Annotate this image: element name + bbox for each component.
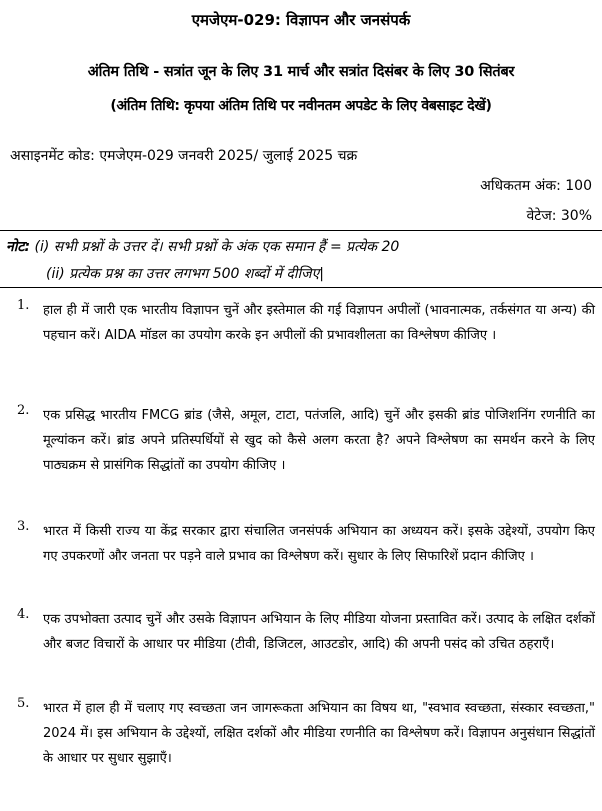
question-number: 3. <box>17 519 30 534</box>
question-2 <box>17 403 595 478</box>
max-marks: अधिकतम अंक: 100 <box>480 178 592 194</box>
question-text: एक प्रसिद्ध भारतीय FMCG ब्रांड (जैसे, अमूल, टाटा, पतंजलि, आदि) चुनें और इसकी ब्रांड पोजिशनिंग रणनीति का मूल्यांकन करें। ब्रांड अपने प्रतिस्पर्धियों से खुद को कैसे अलग करता है? अपने विश्लेषण का समर्थन करने के लिए पाठ्यक्रम से प्रासंगिक सिद्धांतों का उपयोग कीजिए । <box>43 408 595 473</box>
weightage: वेटेज: 30% <box>526 208 592 224</box>
note-line-2: (ii) प्रत्येक प्रश्न का उत्तर लगभग 500 शब्दों में दीजिए| <box>46 266 324 282</box>
note-label: नोट: <box>6 239 31 255</box>
document-title: एमजेएम-029: विज्ञापन और जनसंपर्क <box>191 11 411 29</box>
note-top-rule <box>0 230 602 231</box>
assignment-code: असाइनमेंट कोड: एमजेएम-029 जनवरी 2025/ जुलाई 2025 चक्र <box>10 148 358 164</box>
question-number: 5. <box>17 696 30 711</box>
question-text: एक उपभोक्ता उत्पाद चुनें और उसके विज्ञापन अभियान के लिए मीडिया योजना प्रस्तावित करें। उत्पाद के लक्षित दर्शकों और बजट विचारों के आधार पर मीडिया (टीवी, डिजिटल, आउटडोर, आदि) की अपनी पसंद को उचित ठहराएँ। <box>43 612 595 652</box>
note-text-1: (i) सभी प्रश्नों के उत्तर दें। सभी प्रश्नों के अंक एक समान हैं = प्रत्येक 20 <box>30 239 400 255</box>
question-5 <box>17 696 595 771</box>
question-text: भारत में किसी राज्य या केंद्र सरकार द्वारा संचालित जनसंपर्क अभियान का अध्ययन करें। इसके उद्देश्यों, उपयोग किए गए उपकरणों और जनता पर पड़ने वाले प्रभाव का विश्लेषण करें। सुधार के लिए सिफारिशें प्रदान कीजिए । <box>43 524 595 564</box>
question-1 <box>17 298 595 348</box>
question-3 <box>17 519 595 569</box>
deadline-note: (अंतिम तिथि: कृपया अंतिम तिथि पर नवीनतम अपडेट के लिए वेबसाइट देखें) <box>110 98 492 114</box>
question-number: 2. <box>17 403 30 418</box>
deadline-line: अंतिम तिथि - सत्रांत जून के लिए 31 मार्च और सत्रांत दिसंबर के लिए 30 सितंबर <box>87 64 515 80</box>
question-text: भारत में हाल ही में चलाए गए स्वच्छता जन जागरूकता अभियान का विषय था, "स्वभाव स्वच्छता, संस्कार स्वच्छता," 2024 में। इस अभियान के उद्देश्यों, लक्षित दर्शकों और मीडिया रणनीति का विश्लेषण करें। विज्ञापन अनुसंधान सिद्धांतों के आधार पर सुधार सुझाएँ। <box>43 701 595 766</box>
question-text: हाल ही में जारी एक भारतीय विज्ञापन चुनें और इस्तेमाल की गई विज्ञापन अपीलों (भावनात्मक, तर्कसंगत या अन्य) की पहचान करें। AIDA मॉडल का उपयोग करके इन अपीलों की प्रभावशीलता का विश्लेषण कीजिए । <box>43 303 595 343</box>
note-line-1 <box>6 237 399 256</box>
question-number: 1. <box>17 298 30 313</box>
note-bottom-rule <box>0 287 602 288</box>
question-number: 4. <box>17 607 30 622</box>
question-4 <box>17 607 595 657</box>
